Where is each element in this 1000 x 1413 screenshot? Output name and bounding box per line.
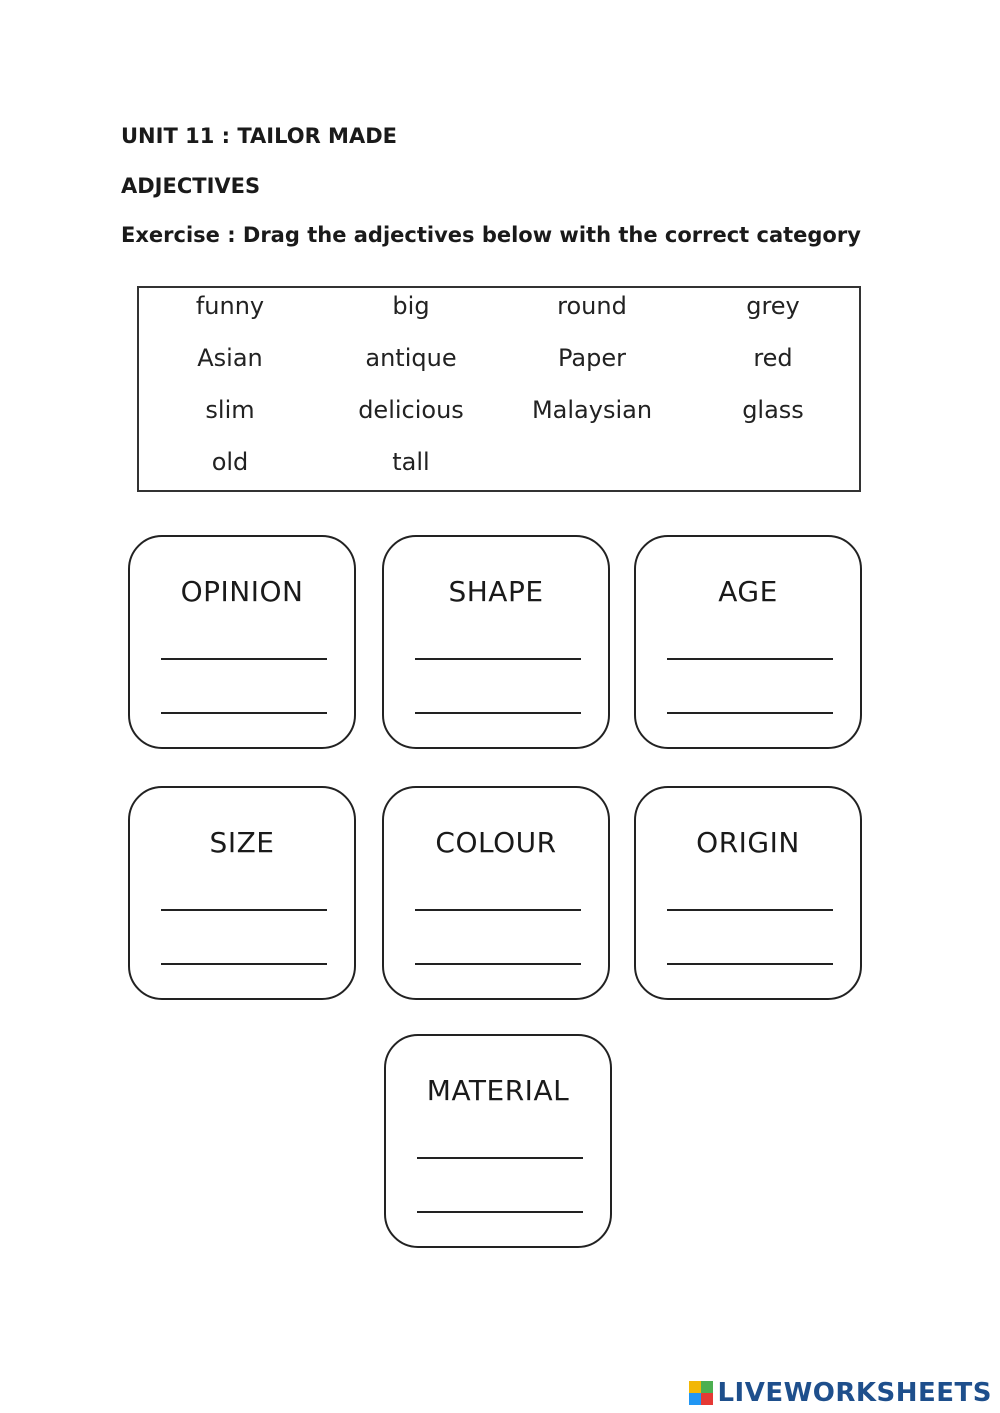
answer-blank[interactable] — [415, 658, 581, 660]
word-grey[interactable]: grey — [746, 292, 800, 320]
word-asian[interactable]: Asian — [197, 344, 263, 372]
topic-title: ADJECTIVES — [121, 174, 261, 198]
word-round[interactable]: round — [557, 292, 627, 320]
category-card-origin — [634, 786, 862, 1000]
word-malaysian[interactable]: Malaysian — [531, 396, 653, 424]
answer-blank[interactable] — [415, 963, 581, 965]
category-title: SHAPE — [448, 575, 544, 608]
word-big[interactable]: big — [392, 292, 430, 320]
word-slim[interactable]: slim — [205, 396, 255, 424]
unit-title: UNIT 11 : TAILOR MADE — [121, 124, 397, 148]
answer-blank[interactable] — [161, 712, 327, 714]
category-card-material — [384, 1034, 612, 1248]
word-antique[interactable]: antique — [365, 344, 457, 372]
exercise-instructions: Exercise : Drag the adjectives below with the correct category — [121, 223, 861, 247]
word-delicious[interactable]: delicious — [358, 396, 464, 424]
answer-blank[interactable] — [161, 909, 327, 911]
category-title: SIZE — [209, 826, 275, 859]
answer-blank[interactable] — [161, 963, 327, 965]
answer-blank[interactable] — [667, 658, 833, 660]
logo-text: LIVEWORKSHEETS — [717, 1378, 992, 1408]
category-card-opinion — [128, 535, 356, 749]
category-title: OPINION — [180, 575, 304, 608]
word-bank — [137, 286, 861, 492]
word-glass[interactable]: glass — [742, 396, 804, 424]
answer-blank[interactable] — [667, 712, 833, 714]
category-title: MATERIAL — [426, 1074, 570, 1107]
category-title: AGE — [718, 575, 778, 608]
category-title: COLOUR — [435, 826, 557, 859]
word-old[interactable]: old — [211, 448, 249, 476]
logo-icon — [689, 1381, 713, 1405]
word-funny[interactable]: funny — [195, 292, 265, 320]
answer-blank[interactable] — [415, 909, 581, 911]
word-tall[interactable]: tall — [392, 448, 430, 476]
category-card-colour — [382, 786, 610, 1000]
category-title: ORIGIN — [696, 826, 800, 859]
answer-blank[interactable] — [667, 909, 833, 911]
category-card-age — [634, 535, 862, 749]
answer-blank[interactable] — [161, 658, 327, 660]
category-card-shape — [382, 535, 610, 749]
answer-blank[interactable] — [415, 712, 581, 714]
answer-blank[interactable] — [417, 1157, 583, 1159]
word-paper[interactable]: Paper — [558, 344, 626, 372]
category-card-size — [128, 786, 356, 1000]
answer-blank[interactable] — [667, 963, 833, 965]
word-red[interactable]: red — [753, 344, 793, 372]
answer-blank[interactable] — [417, 1211, 583, 1213]
liveworksheets-logo — [689, 1378, 992, 1408]
